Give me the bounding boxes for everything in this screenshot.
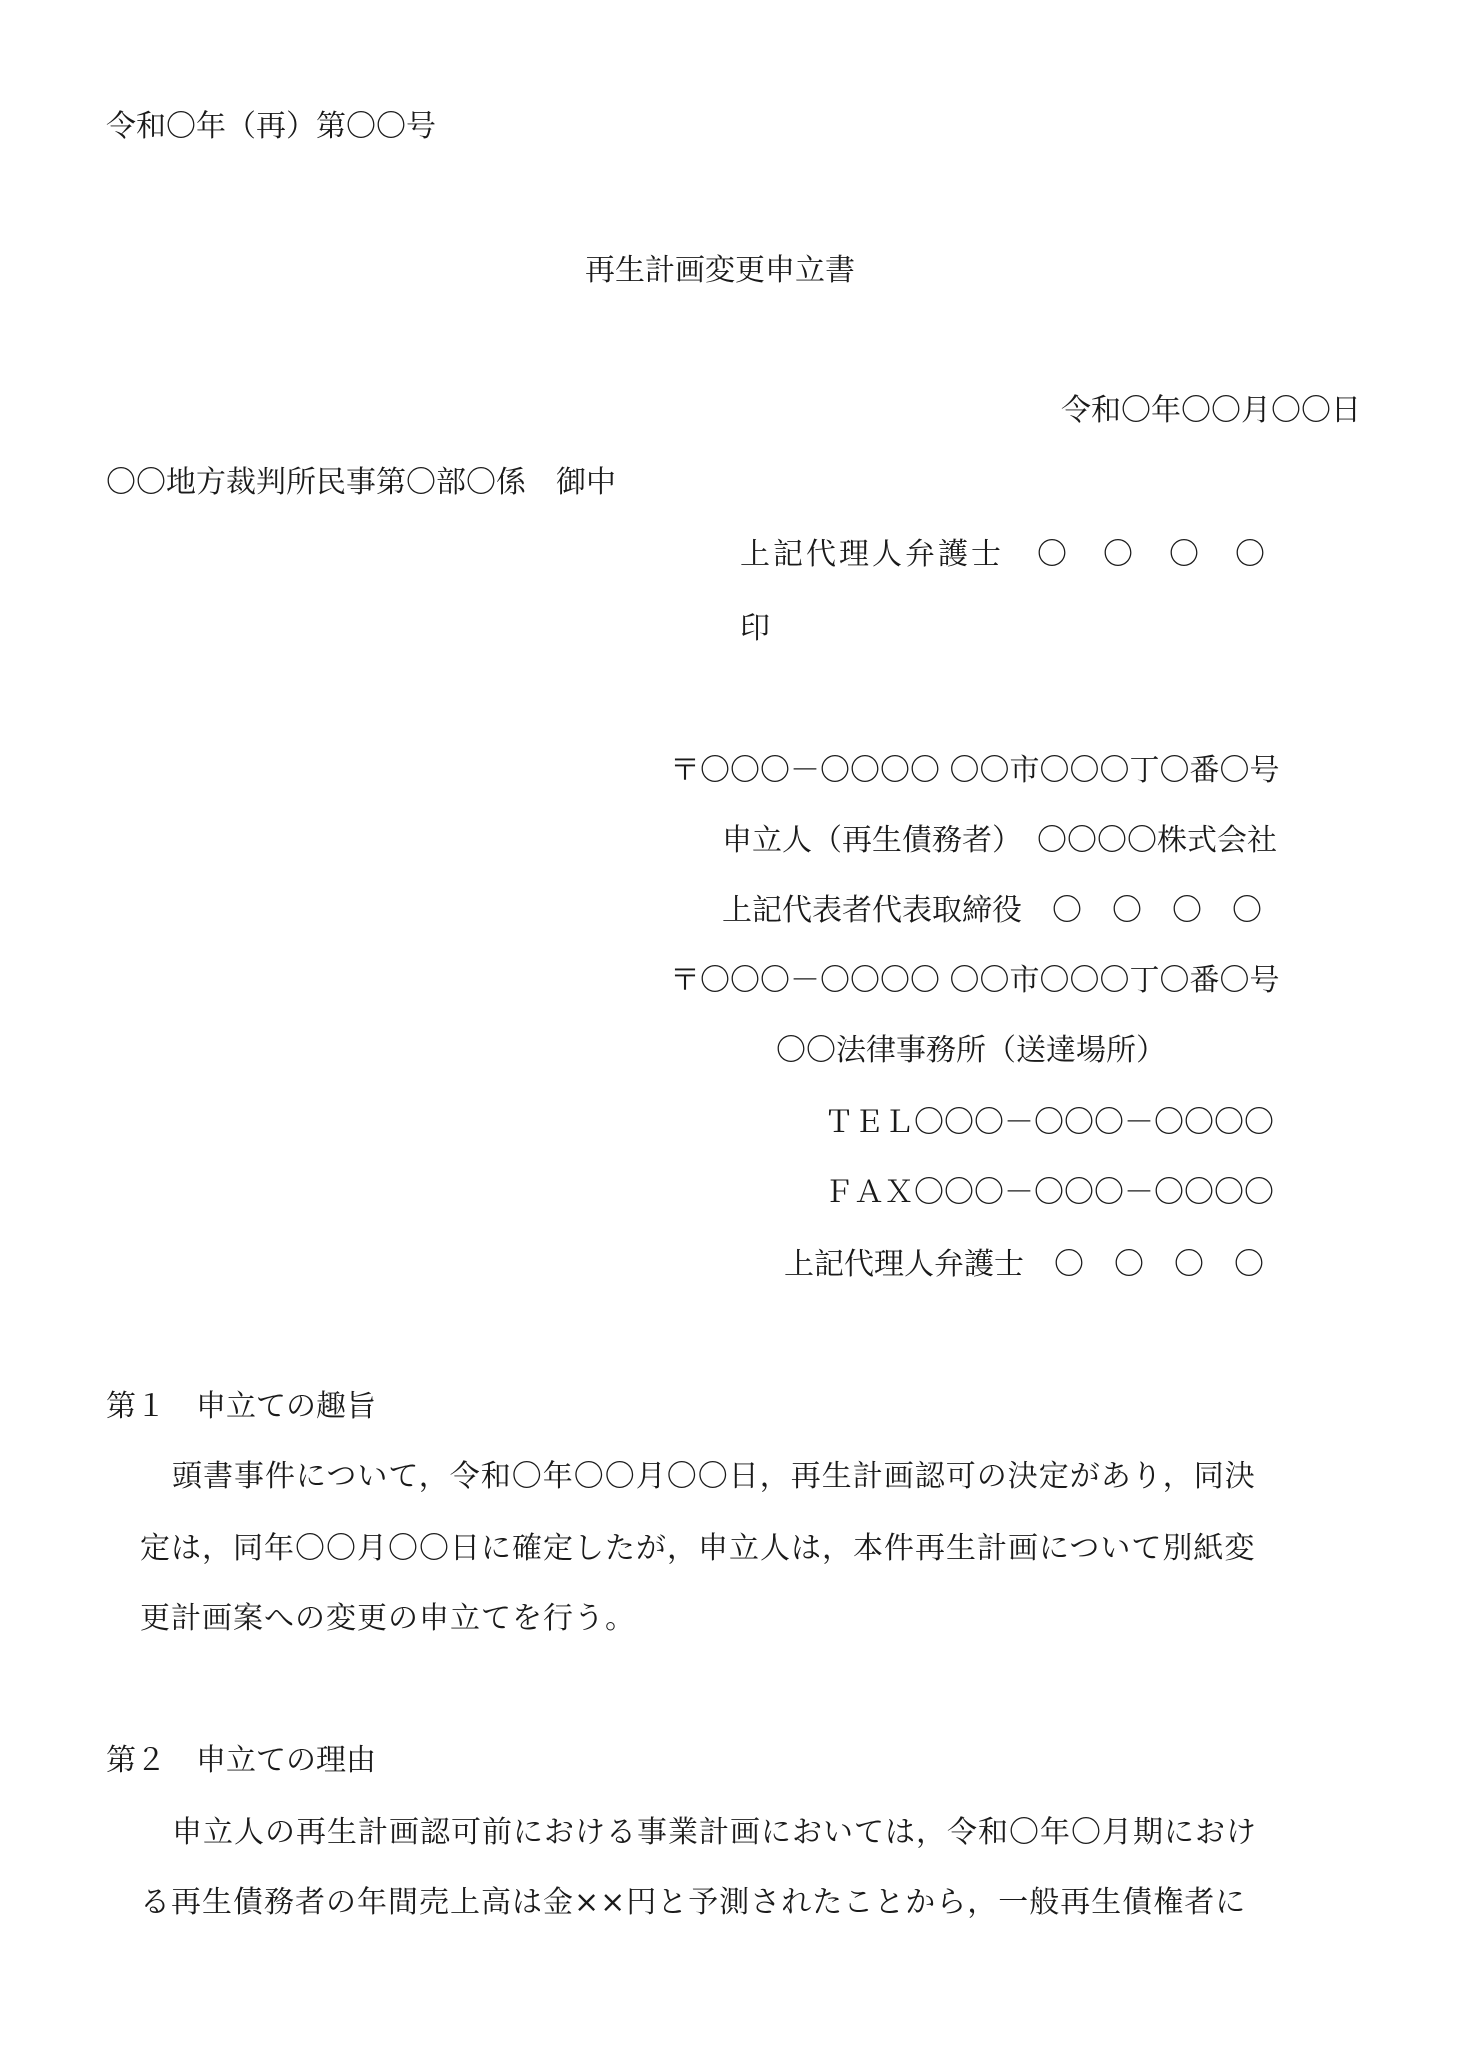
section-body-line: 申立人の再生計画認可前における事業計画においては，令和〇年〇月期におけ xyxy=(172,1815,1257,1850)
court-addressee: 〇〇地方裁判所民事第〇部〇係 御中 xyxy=(106,465,616,500)
section-heading: 第２ 申立ての理由 xyxy=(106,1743,376,1778)
document-title: 再生計画変更申立書 xyxy=(585,253,855,288)
section-body-line: 更計画案への変更の申立てを行う。 xyxy=(140,1601,636,1636)
applicant-representative: 上記代表者代表取締役 〇 〇 〇 〇 xyxy=(722,893,1262,928)
counsel-fax: ＦＡＸ〇〇〇－〇〇〇－〇〇〇〇 xyxy=(824,1175,1274,1210)
counsel-telephone: ＴＥＬ〇〇〇－〇〇〇－〇〇〇〇 xyxy=(824,1105,1274,1140)
section-heading: 第１ 申立ての趣旨 xyxy=(106,1389,376,1424)
case-number: 令和〇年（再）第〇〇号 xyxy=(106,109,436,144)
section-body-line: 頭書事件について，令和〇年〇〇月〇〇日，再生計画認可の決定があり，同決 xyxy=(172,1459,1256,1494)
counsel-attorney-name: 上記代理人弁護士 〇 〇 〇 〇 xyxy=(784,1247,1264,1282)
section-body-line: る再生債務者の年間売上高は金××円と予測されたことから，一般再生債権者に xyxy=(140,1885,1247,1920)
seal-mark: 印 xyxy=(740,611,770,646)
applicant-name: 申立人（再生債務者） 〇〇〇〇株式会社 xyxy=(722,823,1277,858)
counsel-address: 〒〇〇〇－〇〇〇〇 〇〇市〇〇〇丁〇番〇号 xyxy=(670,963,1280,998)
counsel-office-name: 〇〇法律事務所（送達場所） xyxy=(776,1033,1166,1068)
applicant-address: 〒〇〇〇－〇〇〇〇 〇〇市〇〇〇丁〇番〇号 xyxy=(670,753,1280,788)
attorney-signature-line: 上記代理人弁護士 〇 〇 〇 〇 xyxy=(740,537,1268,572)
document-date: 令和〇年〇〇月〇〇日 xyxy=(1061,393,1361,428)
section-body-line: 定は，同年〇〇月〇〇日に確定したが，申立人は，本件再生計画について別紙変 xyxy=(140,1531,1256,1566)
